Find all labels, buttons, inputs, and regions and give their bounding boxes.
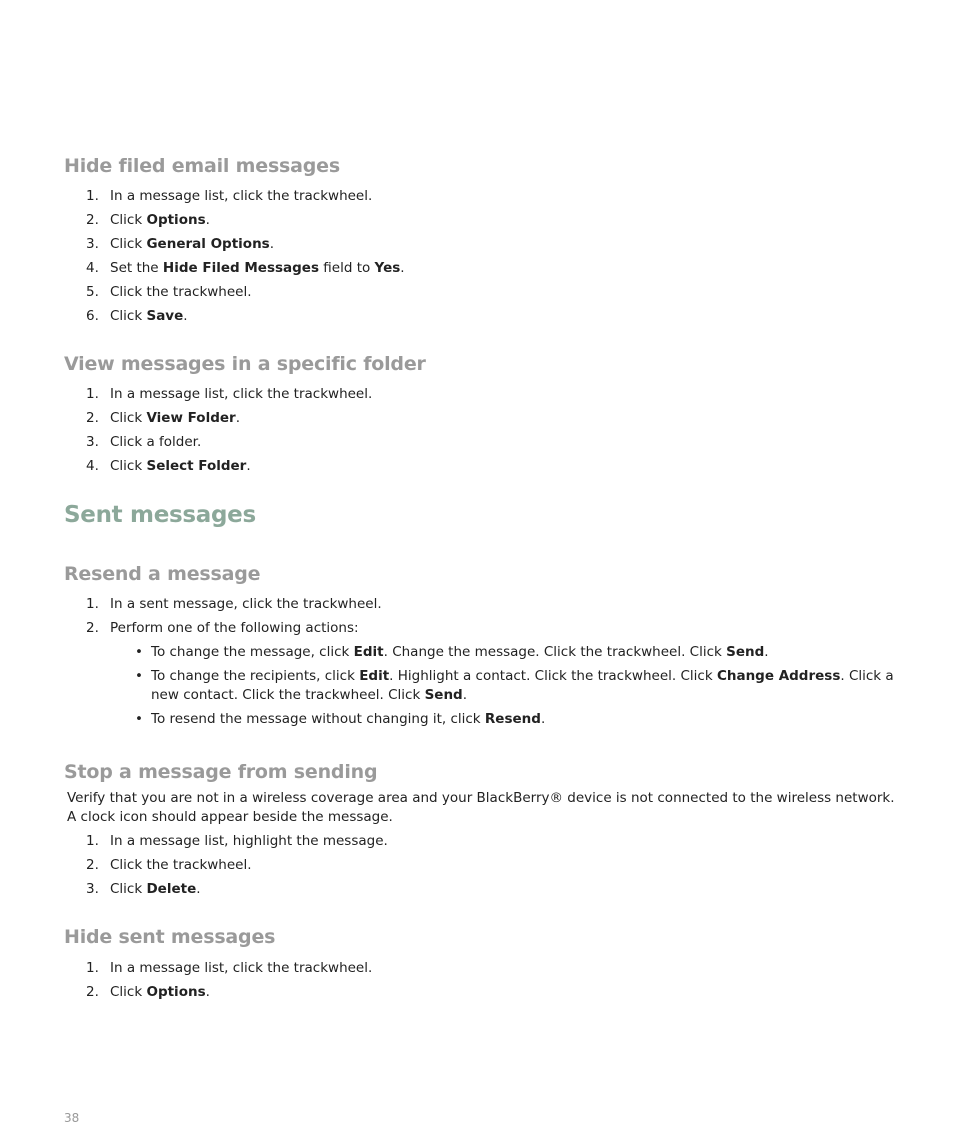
bullet-dot: • — [135, 644, 143, 660]
step-number: 4. — [86, 458, 99, 474]
step-number: 1. — [86, 833, 99, 849]
bullet-text — [135, 667, 895, 705]
step-text: . — [205, 212, 210, 228]
step-item — [86, 856, 252, 875]
step-item — [86, 595, 382, 614]
bullet-dot: • — [135, 668, 143, 684]
bullet-text — [135, 710, 895, 729]
step-text: Click — [110, 984, 147, 1000]
step-item — [86, 385, 372, 404]
step-ui-term: Save — [146, 308, 184, 324]
step-item — [86, 619, 359, 638]
bullet-ui-term: Change Address — [716, 668, 841, 684]
section-heading-resend: Resend a message — [64, 563, 261, 585]
step-ui-term: Hide Filed Messages — [162, 260, 319, 276]
step-text: Click the trackwheel. — [110, 857, 252, 873]
step-text: In a message list, click the trackwheel. — [110, 386, 373, 402]
bullet-ui-term: Send — [726, 644, 765, 660]
step-item — [86, 259, 405, 278]
step-text: . — [196, 881, 201, 897]
step-item — [86, 983, 210, 1002]
step-number: 3. — [86, 881, 99, 897]
section-heading-view-folder: View messages in a specific folder — [64, 353, 426, 375]
step-text: In a message list, click the trackwheel. — [110, 188, 373, 204]
step-number: 2. — [86, 857, 99, 873]
bullet-ui-term: Send — [424, 687, 463, 703]
step-text: Click — [110, 308, 147, 324]
page-number: 38 — [64, 1111, 80, 1125]
bullet-text-part: To change the recipients, click — [151, 668, 360, 684]
bullet-text-part: . Highlight a contact. Click the trackwheel. Click — [389, 668, 717, 684]
step-number: 1. — [86, 960, 99, 976]
step-text: . — [235, 410, 240, 426]
bullet-ui-term: Resend — [484, 711, 541, 727]
chapter-heading-sent-messages: Sent messages — [64, 502, 256, 528]
step-number: 5. — [86, 284, 99, 300]
step-item — [86, 880, 201, 899]
section-heading-hide-filed: Hide filed email messages — [64, 155, 340, 177]
step-text: In a message list, click the trackwheel. — [110, 960, 373, 976]
bullet-text-part: . Change the message. Click the trackwheel. Click — [383, 644, 727, 660]
bullet-text-part: . — [462, 687, 468, 703]
step-item — [86, 235, 274, 254]
step-ui-term: View Folder — [146, 410, 236, 426]
section-intro-paragraph: Verify that you are not in a wireless coverage area and your BlackBerry® device is not connected to the wireless network. A clock icon should appear beside the message. — [67, 790, 895, 825]
step-number: 2. — [86, 620, 99, 636]
step-text: Click a folder. — [110, 434, 202, 450]
step-ui-term: Delete — [146, 881, 197, 897]
step-item — [86, 959, 372, 978]
bullet-item — [135, 643, 895, 662]
step-text: Perform one of the following actions: — [110, 620, 359, 636]
step-text: Set the — [110, 260, 163, 276]
step-ui-term: General Options — [146, 236, 270, 252]
step-number: 4. — [86, 260, 99, 276]
step-text: . — [269, 236, 275, 252]
step-number: 3. — [86, 236, 99, 252]
step-item — [86, 187, 372, 206]
step-ui-term: Yes — [374, 260, 401, 276]
step-item — [86, 283, 252, 302]
step-text: . — [246, 458, 251, 474]
step-number: 3. — [86, 434, 99, 450]
bullet-text — [135, 643, 895, 662]
step-item — [86, 211, 210, 230]
step-ui-term: Options — [146, 212, 206, 228]
bullet-ui-term: Edit — [359, 668, 390, 684]
step-item — [86, 433, 201, 452]
step-text: In a message list, highlight the message. — [110, 833, 388, 849]
step-item — [86, 832, 388, 851]
bullet-text-part: . — [540, 711, 546, 727]
step-number: 2. — [86, 212, 99, 228]
step-item — [86, 457, 251, 476]
step-text: . — [183, 308, 188, 324]
bullet-ui-term: Edit — [353, 644, 384, 660]
bullet-dot: • — [135, 711, 143, 727]
step-text: . — [400, 260, 405, 276]
step-text: Click the trackwheel. — [110, 284, 252, 300]
bullet-item — [135, 667, 895, 705]
step-text: Click — [110, 458, 147, 474]
step-number: 1. — [86, 188, 99, 204]
step-item — [86, 409, 240, 428]
bullet-text-part: . Click a new contact. Click the trackwheel. Click — [151, 668, 894, 703]
bullet-item — [135, 710, 895, 729]
step-item — [86, 307, 188, 326]
step-text: Click — [110, 881, 147, 897]
bullet-text-part: To resend the message without changing it, click — [151, 711, 485, 727]
step-number: 1. — [86, 596, 99, 612]
step-number: 1. — [86, 386, 99, 402]
bullet-text-part: To change the message, click — [151, 644, 354, 660]
section-heading-stop-sending: Stop a message from sending — [64, 761, 378, 783]
step-text: . — [205, 984, 210, 1000]
step-text: field to — [318, 260, 375, 276]
step-text: In a sent message, click the trackwheel. — [110, 596, 382, 612]
step-text: Click — [110, 410, 147, 426]
section-heading-hide-sent: Hide sent messages — [64, 926, 276, 948]
bullet-text-part: . — [764, 644, 769, 660]
step-ui-term: Options — [146, 984, 206, 1000]
step-number: 2. — [86, 984, 99, 1000]
step-number: 2. — [86, 410, 99, 426]
step-text: Click — [110, 212, 147, 228]
step-number: 6. — [86, 308, 99, 324]
step-ui-term: Select Folder — [146, 458, 247, 474]
step-text: Click — [110, 236, 147, 252]
